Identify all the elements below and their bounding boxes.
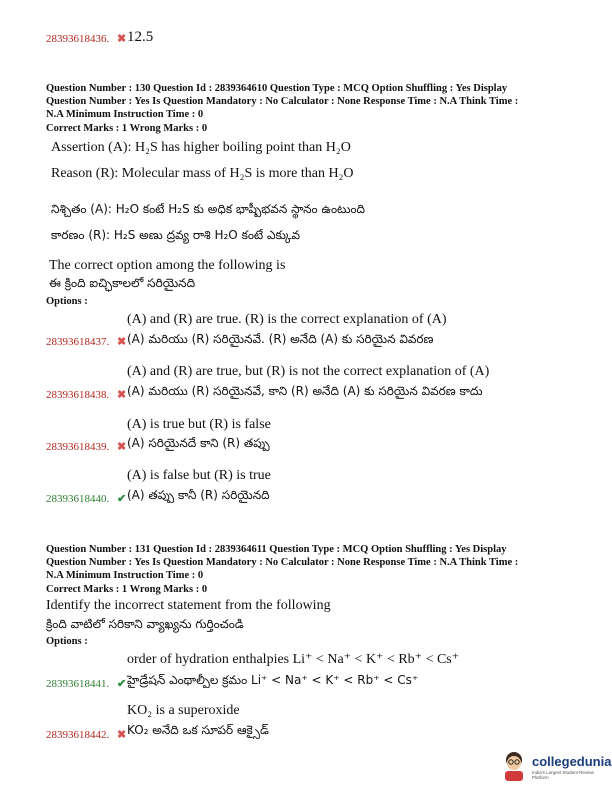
q131-meta-line2: Question Number : Yes Is Question Mandatory : No Calculator : None Response Time : N.A Think Time : — [46, 557, 519, 568]
cross-icon: ✖ — [117, 729, 127, 741]
option-id: 28393618440. — [46, 493, 110, 505]
q130-prompt: The correct option among the following is — [49, 258, 286, 273]
option-text: KO₂ is a superoxide — [127, 703, 240, 718]
q130-assertion-telugu: నిశ్చితం (A): H₂O కంటే H₂S కు అధిక భాష్పీభవన స్థానం ఉంటుంది — [51, 202, 366, 216]
option-text-telugu: (A) మరియు (R) సరియైనవే. (R) అనేది (A) కు సరియైన వివరణ — [127, 332, 434, 346]
cross-icon: ✖ — [117, 336, 127, 348]
option-id: 28393618437. — [46, 336, 110, 348]
q131-marks: Correct Marks : 1 Wrong Marks : 0 — [46, 584, 208, 595]
q130-reason-telugu: కారణం (R): H₂S అణు ద్రవ్య రాశి H₂O కంటే ఎక్కువ — [51, 228, 301, 242]
option-id: 28393618441. — [46, 678, 110, 690]
option-id: 28393618442. — [46, 729, 110, 741]
option-text-telugu: (A) తప్పు కానీ (R) సరియైనది — [127, 488, 270, 502]
q130-options-label: Options : — [46, 296, 88, 307]
q131-options-label: Options : — [46, 636, 88, 647]
option-text: (A) is false but (R) is true — [127, 468, 271, 483]
logo-tagline: India's Largest Student Review Platform — [532, 770, 594, 780]
collegedunia-logo — [500, 750, 610, 786]
cross-icon: ✖ — [117, 389, 127, 401]
q130-reason: Reason (R): Molecular mass of H₂S is more than H₂O — [51, 166, 354, 181]
student-mascot-icon — [500, 750, 528, 782]
q130-meta-line3: N.A Minimum Instruction Time : 0 — [46, 109, 204, 120]
q131-meta-line3: N.A Minimum Instruction Time : 0 — [46, 570, 204, 581]
option-text-telugu: (A) మరియు (R) సరియైనవే, కాని (R) అనేది (A) కు సరియైన వివరణ కాదు — [127, 384, 483, 398]
cross-icon: ✖ — [117, 441, 127, 453]
q130-prompt-telugu: ఈ క్రింది ఐచ్ఛికాలలో సరియైనది — [49, 276, 196, 290]
option-id: 28393618439. — [46, 441, 110, 453]
logo-name: collegedunia — [532, 754, 612, 769]
cross-icon: ✖ — [117, 33, 127, 45]
q130-marks: Correct Marks : 1 Wrong Marks : 0 — [46, 123, 208, 134]
check-icon: ✔ — [117, 678, 127, 690]
q130-meta-line1: Question Number : 130 Question Id : 2839364610 Question Type : MCQ Option Shuffling : Yes Display — [46, 83, 508, 94]
q131-prompt-telugu: క్రింది వాటిలో సరికాని వ్యాఖ్యను గుర్తించండి — [46, 617, 244, 631]
option-id: 28393618438. — [46, 389, 110, 401]
option-text: order of hydration enthalpies Li⁺ < Na⁺ < K⁺ < Rb⁺ < Cs⁺ — [127, 652, 460, 667]
q131-prompt: Identify the incorrect statement from the following — [46, 598, 331, 613]
option-text-telugu: KO₂ అనేది ఒక సూపర్ ఆక్సైడ్ — [127, 723, 269, 737]
option-text-telugu: హైడ్రేషన్ ఎంథాల్పీల క్రమం Li⁺ < Na⁺ < K⁺ < Rb⁺ < Cs⁺ — [127, 673, 419, 687]
option-text: (A) is true but (R) is false — [127, 417, 271, 432]
option-text-telugu: (A) సరియైనదే కాని (R) తప్పు — [127, 436, 270, 450]
option-text: (A) and (R) are true, but (R) is not the correct explanation of (A) — [127, 364, 490, 379]
q130-assertion: Assertion (A): H₂S has higher boiling point than H₂O — [51, 140, 351, 155]
q130-meta-line2: Question Number : Yes Is Question Mandatory : No Calculator : None Response Time : N.A Think Time : — [46, 96, 519, 107]
top-answer-id: 28393618436. — [46, 33, 110, 45]
q131-meta-line1: Question Number : 131 Question Id : 2839364611 Question Type : MCQ Option Shuffling : Yes Display — [46, 544, 507, 555]
top-answer-value: 12.5 — [127, 29, 154, 45]
check-icon: ✔ — [117, 493, 127, 505]
option-text: (A) and (R) are true. (R) is the correct explanation of (A) — [127, 312, 447, 327]
